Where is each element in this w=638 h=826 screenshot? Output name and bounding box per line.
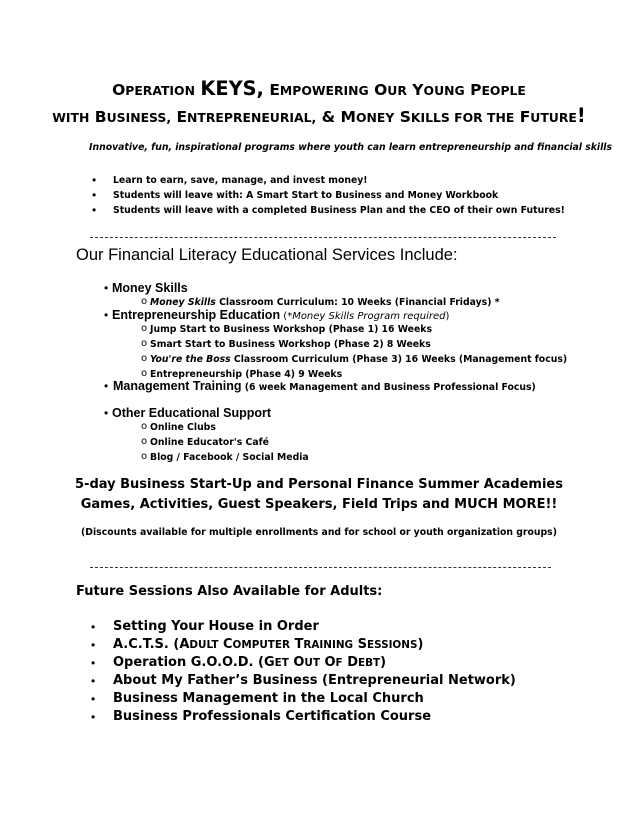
bullet-icon: • <box>91 638 96 652</box>
other-item-1: Online Clubs <box>150 422 216 433</box>
circle-bullet-icon: o <box>141 368 148 379</box>
services-heading: Our Financial Literacy Educational Services Include: <box>76 246 458 264</box>
other-item-2: Online Educator's Café <box>150 437 269 448</box>
other-item-3: Blog / Facebook / Social Media <box>150 452 309 463</box>
entrepreneurship-item-3: You're the Boss Classroom Curriculum (Phase 3) 16 Weeks (Management focus) <box>150 354 568 365</box>
circle-bullet-icon: o <box>141 353 148 364</box>
category-entrepreneurship: Entrepreneurship Education (*Money Skills Program required) <box>112 308 450 322</box>
circle-bullet-icon: o <box>141 436 148 447</box>
title-line-2: WITH BUSINESS, ENTREPRENEURIAL, & MONEY SKILLS FOR THE FUTURE! <box>52 104 586 127</box>
future-item-5: Business Management in the Local Church <box>113 691 424 706</box>
future-item-3: Operation G.O.O.D. (GET OUT OF DEBT) <box>113 655 387 670</box>
discounts-note: (Discounts available for multiple enrollments and for school or youth organization groups) <box>81 527 557 538</box>
tagline: Innovative, fun, inspirational programs where youth can learn entrepreneurship and financial skills <box>89 142 613 153</box>
future-item-1: Setting Your House in Order <box>113 619 319 634</box>
circle-bullet-icon: o <box>141 451 148 462</box>
bullet-icon: • <box>104 406 109 420</box>
future-item-4: About My Father’s Business (Entrepreneurial Network) <box>113 673 516 688</box>
category-management: Management Training (6 week Management and Business Professional Focus) <box>113 379 536 393</box>
bullet-icon: • <box>91 692 96 706</box>
entrepreneurship-item-2: Smart Start to Business Workshop (Phase 2) 8 Weeks <box>150 339 431 350</box>
future-item-2: A.C.T.S. (ADULT COMPUTER TRAINING SESSIONS) <box>113 637 424 652</box>
bullet-icon: • <box>92 188 97 202</box>
intro-bullet-2: Students will leave with: A Smart Start to Business and Money Workbook <box>113 190 499 201</box>
bullet-icon: • <box>91 620 96 634</box>
future-item-6: Business Professionals Certification Course <box>113 709 432 724</box>
entrepreneurship-item-4: Entrepreneurship (Phase 4) 9 Weeks <box>150 369 343 380</box>
circle-bullet-icon: o <box>141 338 148 349</box>
bullet-icon: • <box>91 674 96 688</box>
category-money-skills: Money Skills <box>112 281 188 295</box>
bullet-icon: • <box>104 379 109 393</box>
academy-line-2: Games, Activities, Guest Speakers, Field Trips and MUCH MORE!! <box>80 497 558 512</box>
title-line-1: OPERATION KEYS, EMPOWERING OUR YOUNG PEOPLE <box>112 77 526 100</box>
future-sessions-heading: Future Sessions Also Available for Adults: <box>76 584 383 599</box>
circle-bullet-icon: o <box>141 296 148 307</box>
money-skills-item-1: Money Skills Classroom Curriculum: 10 Weeks (Financial Fridays) * <box>150 297 500 308</box>
bullet-icon: • <box>92 203 97 217</box>
academy-line-1: 5-day Business Start-Up and Personal Finance Summer Academies <box>75 477 563 492</box>
bullet-icon: • <box>91 710 96 724</box>
bullet-icon: • <box>92 173 97 187</box>
entrepreneurship-item-1: Jump Start to Business Workshop (Phase 1) 16 Weeks <box>150 324 432 335</box>
bullet-icon: • <box>91 656 96 670</box>
bullet-icon: • <box>104 281 109 295</box>
circle-bullet-icon: o <box>141 323 148 334</box>
intro-bullet-1: Learn to earn, save, manage, and invest money! <box>113 175 368 186</box>
bullet-icon: • <box>104 308 109 322</box>
dashed-divider <box>90 237 556 238</box>
dashed-divider <box>90 567 551 568</box>
category-other-support: Other Educational Support <box>112 406 272 420</box>
circle-bullet-icon: o <box>141 421 148 432</box>
intro-bullet-3: Students will leave with a completed Business Plan and the CEO of their own Futures! <box>113 205 565 216</box>
